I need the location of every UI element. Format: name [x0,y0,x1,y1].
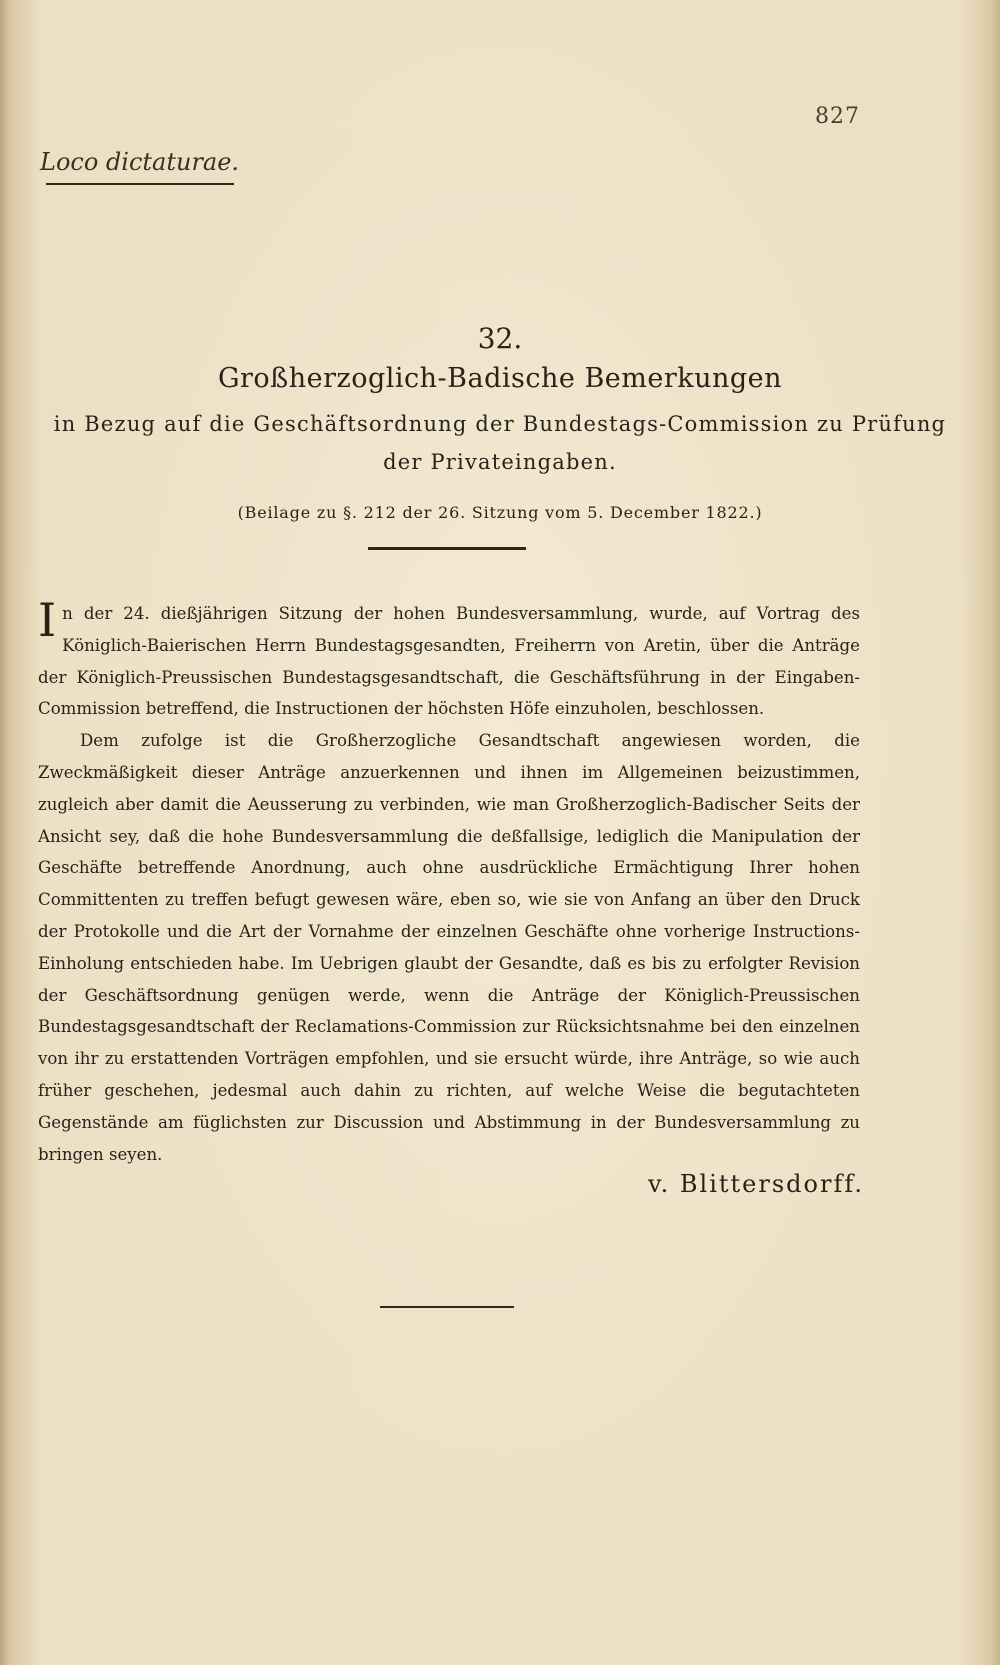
header-flourish-rule [46,183,234,185]
closing-rule [380,1306,514,1308]
drop-cap: I [38,593,57,647]
section-number: 32. [477,322,523,355]
title-line-2: in Bezug auf die Geschäftsordnung der Bundestags-Commission zu Prüfung [53,412,947,436]
page-number: 827 [815,104,860,129]
loco-dictaturae-label: Loco dictaturae. [40,148,240,176]
paragraph-1-text: n der 24. dießjährigen Sitzung der hohen Bundesversammlung, wurde, auf Vortrag des Königlich-Baierischen Herrn Bundestagsgesandten, Freiherrn von Aretin, über die Anträge der Königlich-Preussischen Bundestagsgesandtschaft, die Geschäftsführung in der Eingaben-Commission betreffend, die Instructionen der höchsten Höfe einzuholen, beschlossen. [38,604,860,719]
beilage-note: (Beilage zu §. 212 der 26. Sitzung vom 5. December 1822.) [237,503,763,522]
title-line-3: der Privateingaben. [383,450,617,474]
paragraph-2: Dem zufolge ist die Großherzogliche Gesandtschaft angewiesen worden, die Zweckmäßigkeit dieser Anträge anzuerkennen und ihnen im Allgemeinen beizustimmen, zugleich aber damit die Aeusserung zu verbinden, wie man Großherzoglich-Badischer Seits der Ansicht sey, daß die hohe Bundesversammlung die deßfallsige, lediglich die Manipulation der Geschäfte betreffende Anordnung, auch ohne ausdrückliche Ermächtigung Ihrer hohen Committenten zu treffen befugt gewesen wäre, eben so, wie sie von Anfang an über den Druck der Protokolle und die Art der Vornahme der einzelnen Geschäfte ohne vorherige Instructions-Einholung entschieden habe. Im Uebrigen glaubt der Gesandte, daß es bis zu erfolgter Revision der Geschäftsordnung genügen werde, wenn die Anträge der Königlich-Preussischen Bundestagsgesandtschaft der Reclamations-Commission zur Rücksichtsnahme bei den einzelnen von ihr zu erstattenden Vorträgen empfohlen, und sie ersucht würde, ihre Anträge, so wie auch früher geschehen, jedesmal auch dahin zu richten, auf welche Weise die begutachteten Gegenstände am füglichsten zur Discussion und Abstimmung in der Bundesversammlung zu bringen seyen. [38,731,860,1164]
title-line-1: Großherzoglich-Badische Bemerkungen [217,363,783,394]
signature: v. Blittersdorff. [647,1170,864,1198]
paragraph-1 [38,593,860,725]
title-divider-rule [368,547,526,550]
body-text [38,593,860,1170]
